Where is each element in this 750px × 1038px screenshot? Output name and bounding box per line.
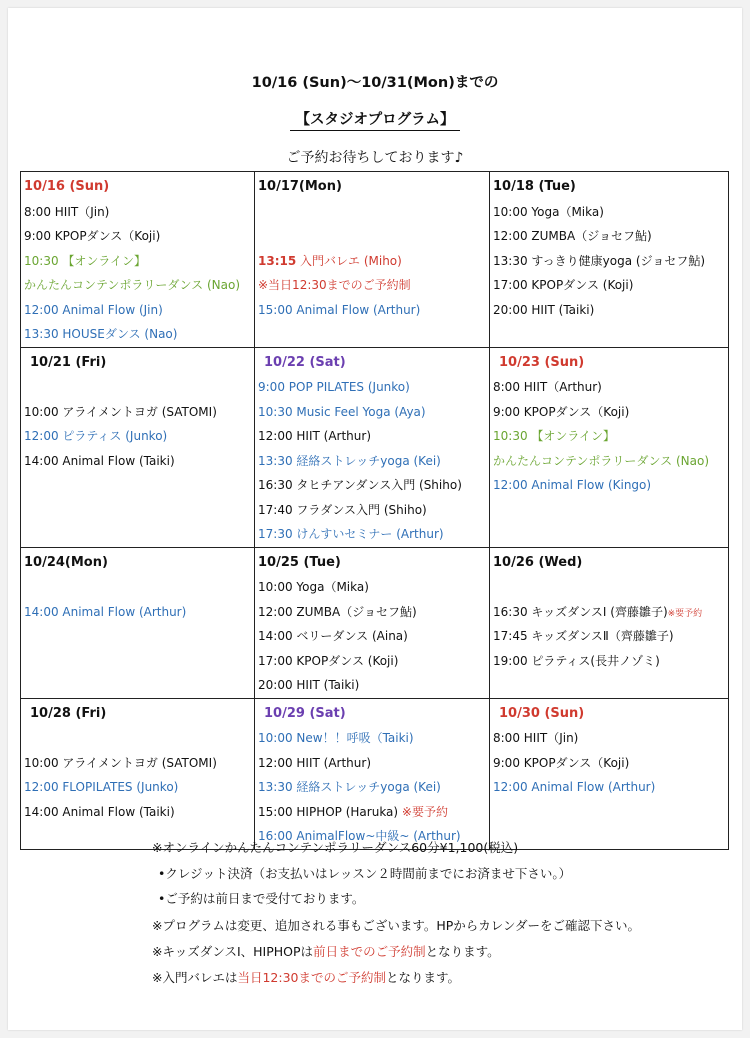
class-text: 入門バレエ (Miho) — [296, 253, 402, 268]
day-date: 10/23 (Sun) — [499, 354, 585, 370]
class-entry — [258, 424, 489, 449]
note-item — [158, 864, 571, 882]
class-text: 10:00 New！！呼吸（Taiki) — [258, 731, 414, 745]
day-date: 10/30 (Sun) — [499, 705, 585, 721]
class-entry — [493, 726, 728, 751]
class-text: 16:30 キッズダンスⅠ (齊藤雛子) — [493, 604, 668, 619]
day-cell — [490, 698, 729, 849]
day-cell — [255, 547, 490, 698]
class-entry — [493, 473, 728, 498]
note-text: •クレジット決済（お支払いはレッスン２時間前までにお済ませ下さい。） — [158, 866, 572, 881]
class-text: 12:00 FLOPILATES (Junko) — [24, 780, 179, 794]
class-entry — [24, 449, 254, 474]
page-title: 10/16 (Sun)〜10/31(Mon)までの — [251, 75, 499, 91]
note-item — [152, 942, 500, 960]
class-entry — [493, 449, 728, 474]
class-entry — [24, 600, 254, 625]
class-text: 10:00 アライメントヨガ (SATOMI) — [24, 755, 217, 770]
day-cell — [21, 172, 255, 348]
class-entry — [258, 298, 489, 323]
class-entry — [24, 800, 254, 825]
class-entry — [258, 726, 489, 751]
reservation-note: ※要予約 — [667, 608, 703, 619]
class-entry — [24, 273, 254, 298]
class-entry — [493, 400, 728, 425]
class-entry — [258, 200, 489, 225]
class-entry — [24, 200, 254, 225]
class-entry — [258, 249, 489, 274]
schedule-table — [20, 171, 729, 850]
class-text: 13:30 経絡ストレッチyoga (Kei) — [258, 780, 441, 794]
class-text: 12:00 Animal Flow (Arthur) — [493, 780, 656, 794]
class-entry — [258, 273, 489, 298]
class-text: 17:00 KPOPダンス (Koji) — [493, 278, 634, 292]
day-date: 10/29 (Sat) — [264, 705, 346, 721]
class-entry — [258, 775, 489, 800]
class-entry — [493, 375, 728, 400]
class-text: 10:00 Yoga（Mika) — [258, 580, 369, 594]
day-date: 10/28 (Fri) — [30, 705, 107, 721]
day-cell — [490, 347, 729, 547]
class-text: 16:00 AnimalFlow~中級~ (Arthur) — [258, 829, 461, 843]
greeting-text: ご予約お待ちしております♪ — [286, 150, 464, 166]
day-cell — [255, 347, 490, 547]
schedule-row — [21, 347, 729, 547]
day-cell — [490, 547, 729, 698]
class-text: 17:45 キッズダンスⅡ（齊藤雛子) — [493, 629, 674, 643]
class-entry — [493, 298, 728, 323]
class-text: 8:00 HIIT（Jin) — [493, 731, 579, 745]
class-entry — [258, 375, 489, 400]
class-text: 12:00 Animal Flow (Jin) — [24, 302, 163, 317]
note-item — [152, 838, 518, 856]
day-cell — [21, 347, 255, 547]
class-entry — [493, 273, 728, 298]
class-entry — [493, 249, 728, 274]
day-cell — [490, 172, 729, 348]
class-entry — [24, 322, 254, 347]
class-entry — [493, 200, 728, 225]
class-text: 12:00 ZUMBA（ジョセフ鮎) — [493, 229, 652, 243]
reservation-note: ※要予約 — [401, 804, 448, 819]
class-entry — [24, 375, 254, 400]
class-text: ※当日12:30までのご予約制 — [258, 278, 411, 292]
class-entry — [258, 751, 489, 776]
class-text: 17:40 フラダンス入門 (Shiho) — [258, 502, 427, 517]
subtitle-text: 【スタジオプログラム】 — [290, 112, 461, 131]
day-date: 10/22 (Sat) — [264, 354, 346, 370]
class-entry — [24, 751, 254, 776]
class-entry — [493, 575, 728, 600]
note-text: ※キッズダンスⅠ、HIPHOPは — [152, 944, 314, 959]
class-entry — [493, 624, 728, 649]
schedule-row — [21, 172, 729, 348]
day-date: 10/21 (Fri) — [30, 354, 107, 370]
note-text: となります。 — [425, 944, 500, 959]
class-text: 12:00 Animal Flow (Kingo) — [493, 478, 652, 492]
note-text: 当日12:30までのご予約制 — [237, 970, 387, 985]
class-text: 10:00 アライメントヨガ (SATOMI) — [24, 404, 217, 419]
day-date: 10/17(Mon) — [258, 179, 342, 194]
class-entry — [258, 400, 489, 425]
day-cell — [255, 172, 490, 348]
class-text: 15:00 HIPHOP (Haruka) — [258, 804, 402, 819]
class-text: 17:00 KPOPダンス (Koji) — [258, 653, 399, 668]
note-text: •ご予約は前日まで受付ております。 — [158, 891, 365, 906]
class-text: 20:00 HIIT (Taiki) — [493, 302, 595, 317]
class-entry — [24, 424, 254, 449]
class-text: 12:00 HIIT (Arthur) — [258, 429, 371, 443]
class-text: 14:00 Animal Flow (Taiki) — [24, 453, 175, 468]
class-entry — [258, 800, 489, 825]
class-entry — [258, 449, 489, 474]
class-text: 10:30 Music Feel Yoga (Aya) — [258, 404, 426, 419]
class-text: 10:30 【オンライン】 — [24, 253, 147, 268]
class-entry — [258, 624, 489, 649]
day-date: 10/25 (Tue) — [258, 554, 341, 570]
class-entry — [258, 473, 489, 498]
class-entry — [493, 224, 728, 249]
class-text: 14:00 Animal Flow (Taiki) — [24, 804, 175, 819]
schedule-page — [8, 8, 742, 1030]
day-date: 10/24(Mon) — [24, 554, 108, 570]
class-entry — [493, 775, 728, 800]
class-entry — [258, 224, 489, 249]
note-text: となります。 — [386, 970, 461, 985]
class-text: 19:00 ピラティス(長井ノゾミ) — [493, 653, 660, 668]
class-text: 9:00 KPOPダンス（Koji) — [493, 404, 630, 419]
note-item — [152, 968, 460, 986]
class-text: 10:00 Yoga（Mika) — [493, 204, 604, 219]
class-text: 8:00 HIIT（Jin) — [24, 204, 110, 219]
class-entry — [24, 400, 254, 425]
class-text: 12:00 ZUMBA（ジョセフ鮎) — [258, 604, 417, 619]
class-entry — [258, 498, 489, 523]
note-item — [152, 916, 640, 934]
class-entry — [24, 726, 254, 751]
class-text: 8:00 HIIT（Arthur) — [493, 380, 602, 394]
class-text: 9:00 KPOPダンス（Koji) — [493, 755, 630, 770]
class-text: 12:00 ピラティス (Junko) — [24, 429, 168, 443]
class-text: 9:00 KPOPダンス（Koji) — [24, 229, 161, 243]
note-text: ※プログラムは変更、追加される事もございます。HPからカレンダーをご確認下さい。 — [152, 918, 640, 933]
class-entry — [493, 424, 728, 449]
class-text: 12:00 HIIT (Arthur) — [258, 755, 371, 770]
class-text: 9:00 POP PILATES (Junko) — [258, 380, 410, 394]
class-text: 16:30 タヒチアンダンス入門 (Shiho) — [258, 478, 462, 492]
class-text: 10:30 【オンライン】 — [493, 429, 616, 443]
day-cell — [21, 698, 255, 849]
class-text: 14:00 ベリーダンス (Aina) — [258, 629, 408, 643]
day-date: 10/26 (Wed) — [493, 554, 583, 570]
day-cell — [255, 698, 490, 849]
day-cell — [21, 547, 255, 698]
class-entry — [493, 751, 728, 776]
class-entry — [258, 600, 489, 625]
class-entry — [24, 249, 254, 274]
note-item — [158, 889, 364, 907]
class-text: 13:30 経絡ストレッチyoga (Kei) — [258, 453, 441, 468]
page-subtitle — [8, 108, 742, 129]
class-entry — [258, 673, 489, 698]
schedule-row — [21, 698, 729, 849]
class-entry — [24, 224, 254, 249]
class-entry — [258, 649, 489, 674]
class-text: かんたんコンテンポラリーダンス (Nao) — [493, 453, 710, 468]
day-date: 10/18 (Tue) — [493, 179, 576, 194]
class-entry — [24, 298, 254, 323]
class-text: 13:30 HOUSEダンス (Nao) — [24, 327, 178, 341]
class-entry — [258, 522, 489, 547]
note-text: 前日までのご予約制 — [313, 944, 426, 959]
class-text: 17:30 けんすいセミナー (Arthur) — [258, 527, 444, 541]
class-entry — [24, 575, 254, 600]
day-date: 10/16 (Sun) — [24, 179, 110, 194]
class-text: かんたんコンテンポラリーダンス (Nao) — [24, 278, 241, 292]
schedule-row — [21, 547, 729, 698]
note-text: ※オンラインかんたんコンテンポラリーダンス60分¥1,100(税込) — [152, 840, 519, 855]
class-time: 13:15 — [258, 253, 297, 268]
class-text: 15:00 Animal Flow (Arthur) — [258, 302, 421, 317]
class-text: 20:00 HIIT (Taiki) — [258, 678, 360, 692]
class-text: 13:30 すっきり健康yoga (ジョセフ鮎) — [493, 253, 706, 268]
class-entry — [493, 649, 728, 674]
class-text: 14:00 Animal Flow (Arthur) — [24, 604, 187, 619]
class-entry — [493, 600, 728, 625]
class-entry — [258, 575, 489, 600]
class-entry — [24, 775, 254, 800]
note-text: ※入門バレエは — [152, 970, 238, 985]
